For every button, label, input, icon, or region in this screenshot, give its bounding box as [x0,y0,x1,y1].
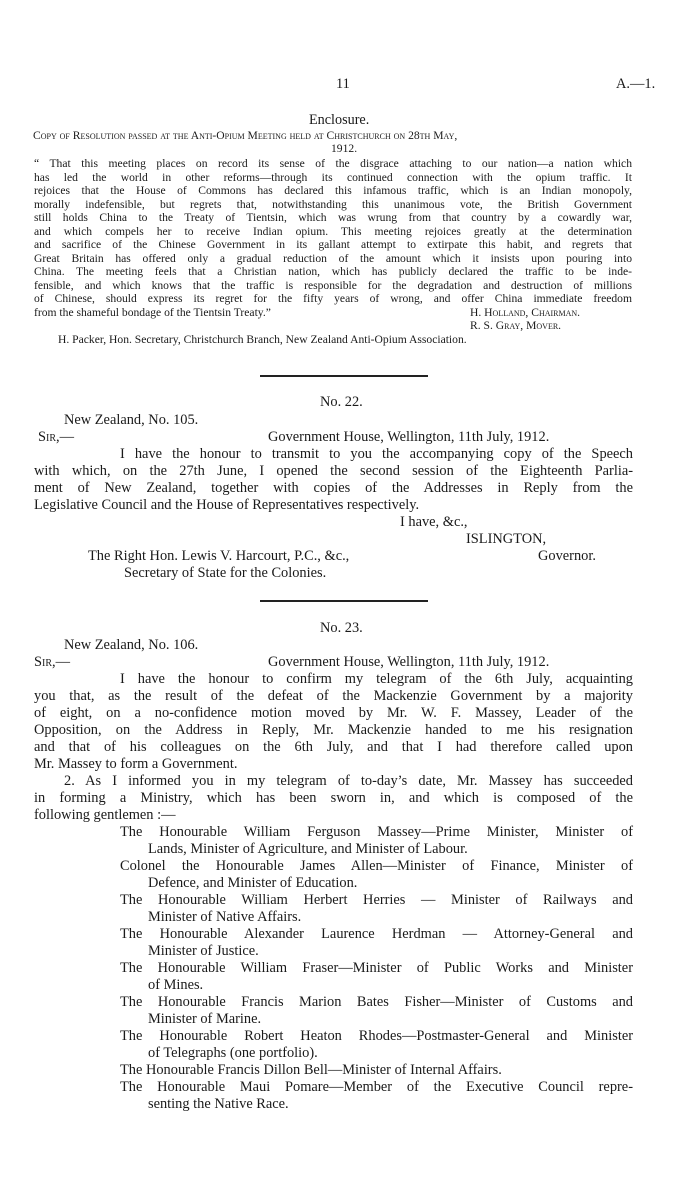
signature: ISLINGTON, [466,531,547,547]
body-line: with which, on the 27th June, I opened the second session of the Eighteenth Parlia- [34,463,633,479]
dateline: Government House, Wellington, 11th July, 1912. [268,429,550,445]
mover-signature: R. S. Gray, Mover. [470,319,562,332]
resolution-line: China. The meeting feels that a Christian nation, which has publicly declared the traffic to be inde- [34,265,632,278]
resolution-last-line: from the shameful bondage of the Tientsin Treaty.” [34,305,271,319]
minister-entry: The Honourable Maui Pomare—Member of the Executive Council repre- [120,1079,633,1095]
minister-entry: The Honourable Robert Heaton Rhodes—Postmaster-General and Minister [120,1028,633,1044]
minister-entry: The Honourable Francis Dillon Bell—Minister of Internal Affairs. [120,1062,502,1078]
body-line: I have the honour to confirm my telegram of the 6th July, acquainting [120,671,633,687]
body-line: ment of New Zealand, together with copies of the Addresses in Reply from the [34,480,633,496]
minister-entry: The Honourable William Herbert Herries — Minister of Railways and [120,892,633,908]
resolution-line: Great Britain has offered only a gradual reduction of the amount which it insists upon pouring into [34,251,632,265]
minister-entry-continued: of Mines. [148,977,204,993]
resolution-line: has led the world in other reforms—through its continued connection with the opium traffic. It [34,170,632,184]
resolution-line: still holds China to the Treaty of Tientsin, which was wrung from that country by a cowardly war, [34,211,632,224]
body-line: in forming a Ministry, which has been sworn in, and which is composed of the [34,790,633,806]
minister-entry: The Honourable Alexander Laurence Herdman — Attorney-General and [120,926,633,942]
document-reference: A.—1. [616,76,656,92]
enclosure-title: Enclosure. [309,112,370,128]
resolution-line: “ That this meeting places on record its sense of the disgrace attaching to our nation—a nation which [34,157,632,170]
enclosure-caption: Copy of Resolution passed at the Anti-Opium Meeting held at Christchurch on 28th May, [33,129,458,142]
addressee-title: Secretary of State for the Colonies. [124,565,327,581]
resolution-line: rejoices that the House of Commons has declared this infamous traffic, which is an Indian monopoly, [34,184,632,197]
body-line: and that of his colleagues on the 6th July, and that I had therefore called upon [34,739,633,755]
resolution-line: and which compels her to receive Indian opium. This meeting rejoices greatly at the determination [34,224,632,238]
page-number: 11 [336,76,350,92]
secretary-line: H. Packer, Hon. Secretary, Christchurch Branch, New Zealand Anti-Opium Association. [58,332,467,346]
body-line: I have the honour to transmit to you the accompanying copy of the Speech [120,446,633,462]
closing: I have, &c., [400,514,468,530]
minister-entry: Colonel the Honourable James Allen—Minister of Finance, Minister of [120,858,633,874]
minister-entry-continued: senting the Native Race. [148,1096,289,1112]
letter-number: No. 23. [320,620,363,636]
body-last-line: following gentlemen :— [34,807,176,823]
body-last-line: Mr. Massey to form a Government. [34,756,238,772]
section-divider [260,600,428,602]
resolution-line: morally indefensible, but regrets that, notwithstanding this unanimous vote, the British Government [34,197,632,211]
letter-reference: New Zealand, No. 106. [64,637,199,653]
resolution-line: of Chinese, should express its regret for the fifty years of wrong, and offer China immediate freedom [34,292,632,305]
minister-entry: The Honourable William Ferguson Massey—Prime Minister, Minister of [120,824,633,840]
salutation: Sir,— [38,429,74,445]
enclosure-caption-year: 1912. [331,142,358,155]
resolution-line: fensible, and which knows that the traffic is responsible for the degradation and destruction of millions [34,278,632,292]
body-line: you that, as the result of the defeat of the Mackenzie Government by a majority [34,688,633,704]
chairman-signature: H. Holland, Chairman. [470,305,581,319]
minister-entry-continued: Minister of Native Affairs. [148,909,302,925]
dateline: Government House, Wellington, 11th July, 1912. [268,654,550,670]
minister-entry: The Honourable Francis Marion Bates Fisher—Minister of Customs and [120,994,633,1010]
body-line: Opposition, on the Address in Reply, Mr. Mackenzie handed to me his resignation [34,722,633,738]
letter-reference: New Zealand, No. 105. [64,412,199,428]
body-line: of eight, on a no-confidence motion moved by Mr. W. F. Massey, Leader of the [34,705,633,721]
body-last-line: Legislative Council and the House of Representatives respectively. [34,497,420,513]
body-line: 2. As I informed you in my telegram of to-day’s date, Mr. Massey has succeeded [64,773,633,789]
minister-entry-continued: Minister of Justice. [148,943,259,959]
minister-entry-continued: of Telegraphs (one portfolio). [148,1045,318,1061]
salutation: Sir,— [34,654,70,670]
letter-number: No. 22. [320,394,363,410]
addressee: The Right Hon. Lewis V. Harcourt, P.C., &c., [88,548,350,564]
minister-entry: The Honourable William Fraser—Minister of Public Works and Minister [120,960,633,976]
resolution-line: and sacrifice of the Chinese Government in its gallant attempt to extirpate this habit, and regrets that [34,238,632,251]
section-divider [260,375,428,377]
minister-entry-continued: Minister of Marine. [148,1011,262,1027]
minister-entry-continued: Defence, and Minister of Education. [148,875,358,891]
minister-entry-continued: Lands, Minister of Agriculture, and Minister of Labour. [148,841,468,857]
signatory-title: Governor. [538,548,596,564]
